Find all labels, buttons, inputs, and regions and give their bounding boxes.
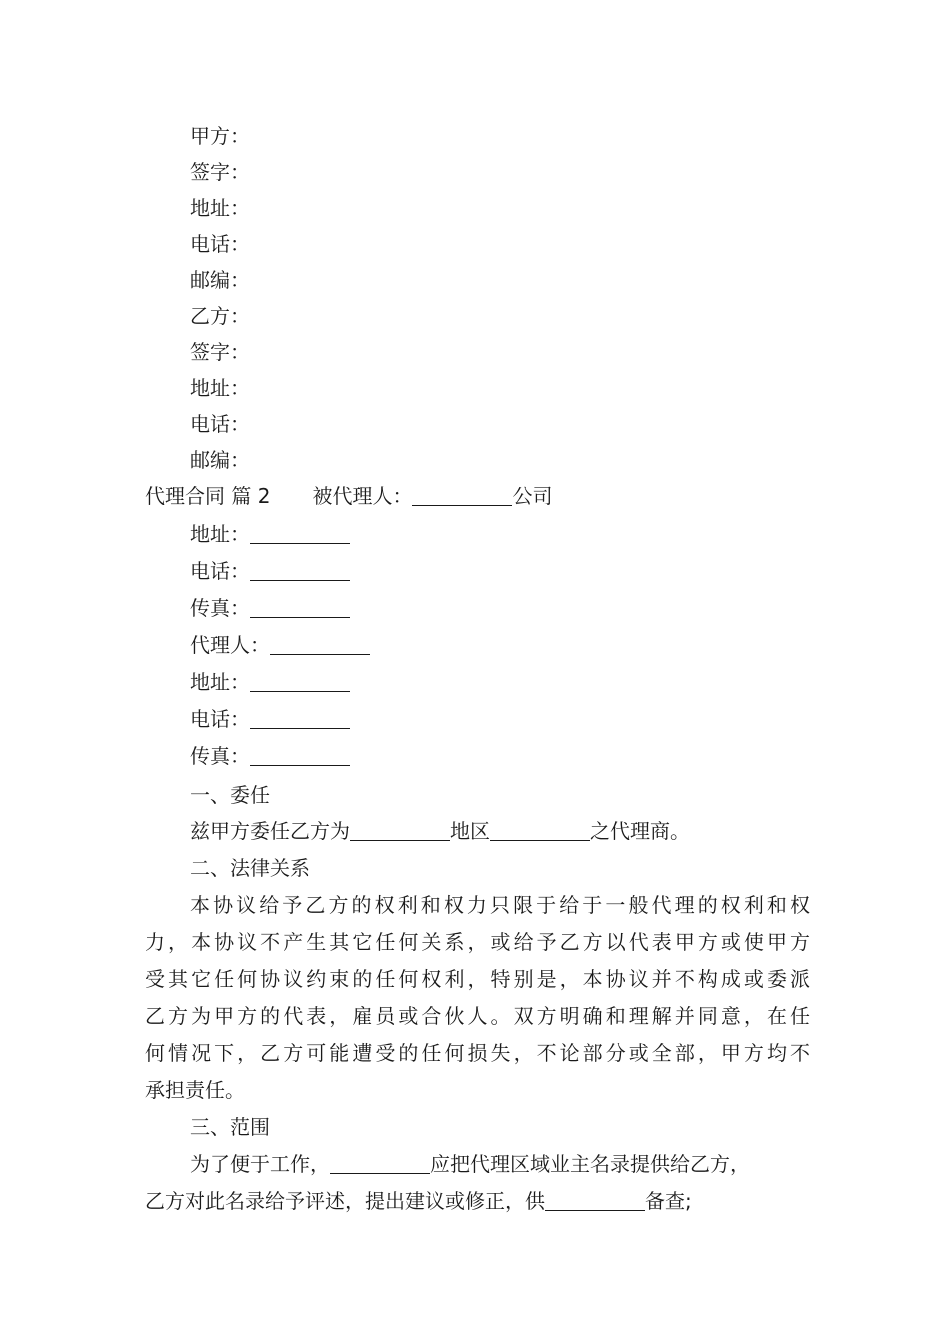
- party-a-sign: 签字：: [190, 160, 250, 184]
- region-blank-1: [350, 818, 450, 838]
- section2-para-line: 本协议给予乙方的权利和权力只限于给于一般代理的权利和权: [190, 893, 810, 917]
- section2-para-line: 承担责任。: [145, 1078, 245, 1102]
- principal-phone-blank: [250, 558, 350, 578]
- agent-fax: 传真：: [190, 738, 810, 774]
- party-b-address: 地址：: [190, 376, 250, 400]
- party-a-address: 地址：: [190, 196, 250, 220]
- party-a-postcode: 邮编：: [190, 268, 250, 292]
- agent-label: 代理人：: [190, 627, 810, 663]
- principal-fax: 传真：: [190, 590, 810, 626]
- section2-para-line: 力，本协议不产生其它任何关系，或给予乙方以代表甲方或使甲方: [145, 930, 810, 954]
- record-holder-blank: [545, 1188, 645, 1208]
- party-b-sign: 签字：: [190, 340, 250, 364]
- section2-heading: 二、法律关系: [190, 856, 310, 880]
- provider-blank: [330, 1151, 430, 1171]
- party-b-label: 乙方：: [190, 304, 250, 328]
- contract-title-line: [145, 478, 810, 514]
- party-a-label: 甲方：: [190, 124, 250, 148]
- section1-text: 兹甲方委任乙方为 地区 之代理商。: [190, 819, 690, 843]
- agent-phone: 电话：: [190, 701, 810, 737]
- agent-address-blank: [250, 669, 350, 689]
- section1-heading: 一、委任: [190, 783, 270, 807]
- section3-heading: 三、范围: [190, 1115, 270, 1139]
- section2-para-line: 何情况下，乙方可能遭受的任何损失，不论部分或全部，甲方均不: [145, 1041, 810, 1065]
- agent-address: 地址：: [190, 664, 810, 700]
- section2-para-line: 乙方为甲方的代表，雇员或合伙人。双方明确和理解并同意，在任: [145, 1004, 810, 1028]
- section2-para-line: 受其它任何协议约束的任何权利，特别是，本协议并不构成或委派: [145, 967, 810, 991]
- party-a-phone: 电话：: [190, 232, 250, 256]
- agent-phone-blank: [250, 706, 350, 726]
- region-blank-2: [490, 818, 590, 838]
- principal-suffix: 公司: [512, 484, 553, 508]
- agent-fax-blank: [250, 743, 350, 763]
- section3-para-line: 乙方对此名录给予评述，提出建议或修正，供 备查;: [145, 1189, 692, 1213]
- contract-title: 代理合同 篇 2: [145, 484, 271, 508]
- section3-para-line: 为了便于工作， 应把代理区域业主名录提供给乙方，: [190, 1152, 750, 1176]
- principal-address: 地址：: [190, 516, 810, 552]
- party-b-postcode: 邮编：: [190, 448, 250, 472]
- principal-name-blank: [412, 483, 512, 503]
- principal-fax-blank: [250, 595, 350, 615]
- principal-label: 被代理人：: [312, 484, 413, 508]
- agent-name-blank: [270, 632, 370, 652]
- principal-address-blank: [250, 521, 350, 541]
- party-b-phone: 电话：: [190, 412, 250, 436]
- principal-phone: 电话：: [190, 553, 810, 589]
